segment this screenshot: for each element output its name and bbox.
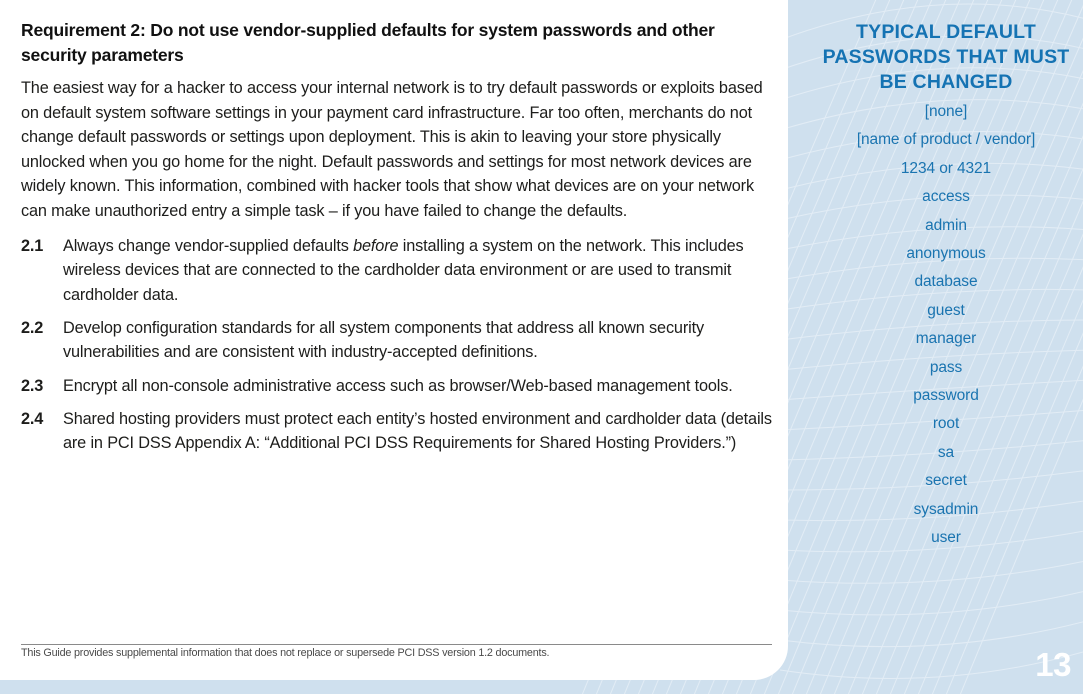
password-item: pass [929, 358, 963, 376]
item-text: Develop configuration standards for all system components that address all known security vulnerabilities and are consistent with industry-accepted definitions. [63, 318, 704, 362]
requirement-title: Requirement 2: Do not use vendor-supplied defaults for system passwords and other security parameters [21, 20, 715, 65]
password-item: sa [937, 443, 955, 461]
footer-disclaimer: This Guide provides supplemental information that does not replace or supersede PCI DSS version 1.2 documents. [21, 647, 550, 659]
requirement-item-2-2 [21, 316, 773, 365]
default-passwords-sidebar [808, 20, 1083, 553]
requirement-item-2-4 [21, 407, 773, 456]
password-item: root [932, 415, 960, 433]
password-item: sysadmin [913, 500, 979, 518]
password-item: database [914, 273, 978, 291]
item-number: 2.3 [21, 376, 44, 395]
requirement-item-2-1 [21, 234, 773, 308]
password-item: 1234 or 4321 [900, 159, 992, 177]
main-content [21, 18, 773, 464]
item-text: Encrypt all non-console administrative access such as browser/Web-based management tools. [63, 376, 733, 395]
password-item: [name of product / vendor] [856, 131, 1036, 149]
password-item: secret [925, 472, 967, 490]
sidebar-title: TYPICAL DEFAULT PASSWORDS THAT MUST BE CHANGED [822, 21, 1070, 93]
password-item: access [922, 188, 970, 206]
password-item: password [913, 387, 979, 405]
intro-paragraph: The easiest way for a hacker to access your internal network is to try default passwords or exploits based on default system software settings in your payment card infrastructure. Far too often, merchants do not change default passwords or settings upon deployment. This is akin to leaving your store physically unlocked when you go home for the night. Default passwords and settings for most network devices are widely known. This information, combined with hacker tools that show what devices are on your network can make unauthorized entry a simple task – if you have failed to change the defaults. [21, 79, 763, 220]
page-number: 13 [1035, 646, 1071, 683]
password-item: admin [925, 216, 967, 234]
footer-divider [21, 644, 772, 645]
item-text: Shared hosting providers must protect each entity’s hosted environment and cardholder data (details are in PCI DSS Appendix A: “Additional PCI DSS Requirements for Shared Hosting Providers.”) [63, 409, 772, 453]
item-number: 2.1 [21, 236, 44, 255]
item-text-part: installing a system on the network. This includes wireless devices that are connected to the cardholder data environment or are used to transmit cardholder data. [63, 236, 744, 304]
password-item: [none] [924, 103, 968, 120]
item-text-part: Always change vendor-supplied defaults [63, 236, 354, 255]
password-item: guest [927, 301, 965, 319]
item-number: 2.4 [21, 409, 44, 428]
requirement-item-2-3 [21, 374, 773, 399]
password-item: manager [915, 330, 977, 348]
password-list [808, 98, 1083, 553]
item-number: 2.2 [21, 318, 44, 337]
item-text [63, 234, 773, 308]
item-text-emphasis: before [353, 236, 399, 255]
password-item: anonymous [906, 245, 986, 263]
requirement-items [21, 234, 773, 456]
password-item: user [931, 529, 961, 547]
